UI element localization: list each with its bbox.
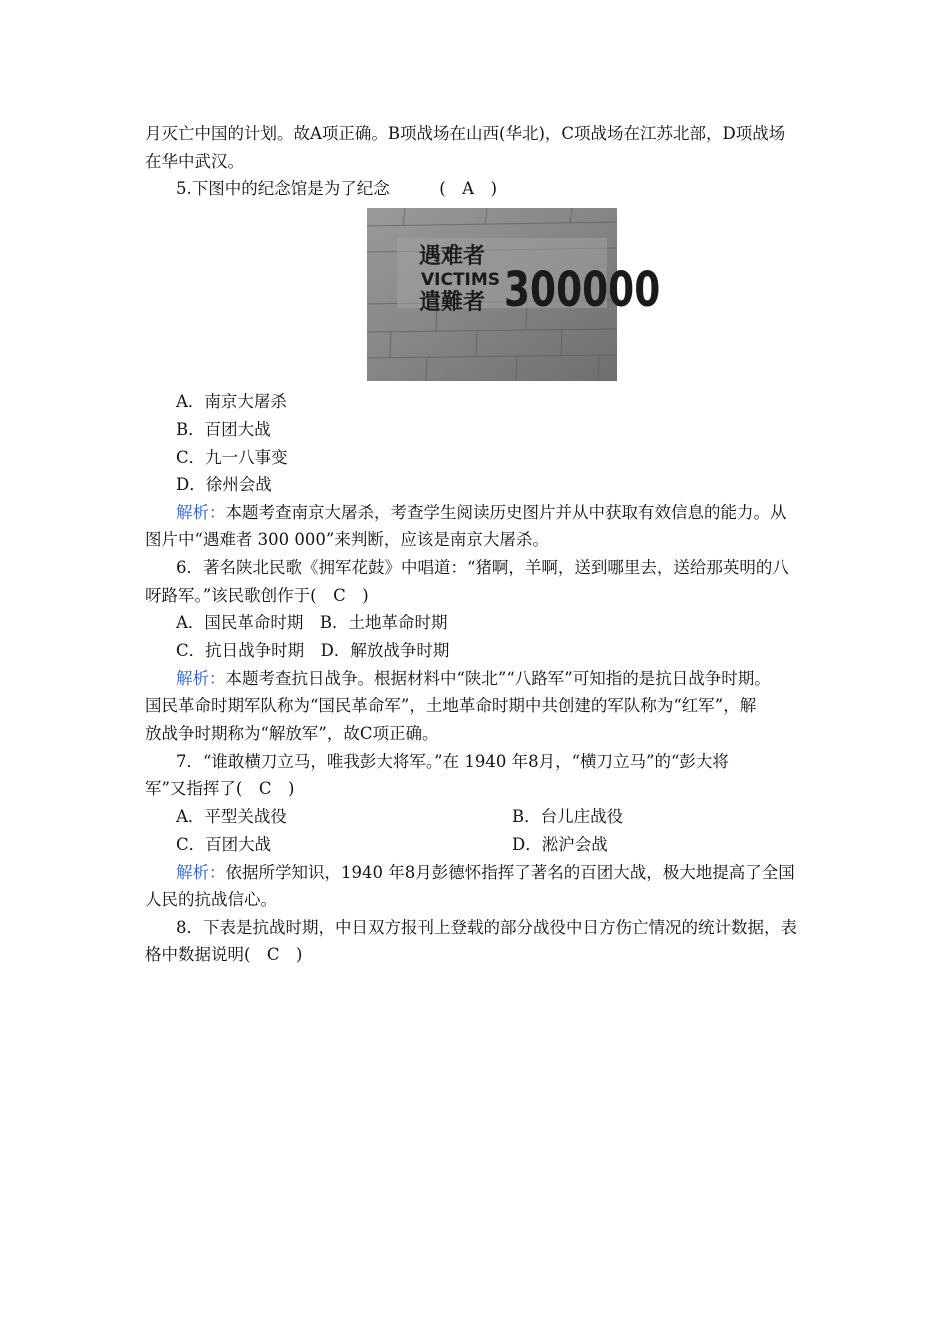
q6-options-row2: C．抗日战争时期 D．解放战争时期 bbox=[176, 641, 450, 660]
q8-stem-line1: 8．下表是抗战时期，中日双方报刊上登载的部分战役中日方伤亡情况的统计数据，表 bbox=[176, 918, 797, 937]
q5-analysis-label: 解析： bbox=[176, 503, 226, 522]
q8-stem-line2: 格中数据说明( C ) bbox=[145, 945, 303, 964]
q6-stem-line2: 呀路军。”该民歌创作于( C ) bbox=[145, 586, 369, 605]
q7-analysis-label: 解析： bbox=[176, 863, 226, 882]
q7-option-a: A．平型关战役 bbox=[176, 807, 287, 826]
q7-analysis-line1 bbox=[176, 862, 795, 884]
q5-stem: 5.下图中的纪念馆是为了纪念 ( A ) bbox=[176, 179, 498, 198]
q4-tail-line2: 在华中武汉。 bbox=[145, 152, 244, 171]
q6-analysis-label: 解析： bbox=[176, 669, 226, 688]
q5-analysis-text: 本题考查南京大屠杀，考查学生阅读历史图片并从中获取有效信息的能力。从 bbox=[225, 503, 787, 522]
q5-option-c: C．九一八事变 bbox=[176, 448, 288, 467]
image-text-line3: 遣難者 bbox=[419, 290, 486, 315]
memorial-wall-photo bbox=[367, 208, 661, 381]
image-text-line1: 遇难者 bbox=[419, 244, 486, 269]
image-text-line2: VICTIMS bbox=[421, 270, 501, 290]
q7-analysis-text: 依据所学知识，1940 年8月彭德怀指挥了著名的百团大战，极大地提高了全国 bbox=[225, 863, 795, 882]
image-text-number: 300000 bbox=[504, 262, 661, 319]
q6-analysis-text: 本题考查抗日战争。根据材料中“陕北”“八路军”可知指的是抗日战争时期。 bbox=[225, 669, 771, 688]
q5-option-d: D．徐州会战 bbox=[176, 475, 272, 494]
q7-option-b: B．台儿庄战役 bbox=[512, 807, 624, 826]
q6-analysis-line1 bbox=[176, 668, 771, 690]
q6-options-row1: A．国民革命时期 B．土地革命时期 bbox=[176, 613, 448, 632]
q5-option-a: A．南京大屠杀 bbox=[176, 392, 287, 411]
q6-analysis-line2: 国民革命时期军队称为“国民革命军”，土地革命时期中共创建的军队称为“红军”，解 bbox=[145, 696, 757, 715]
q7-stem-line1: 7．“谁敢横刀立马，唯我彭大将军。”在 1940 年8月，“横刀立马”的“彭大将 bbox=[176, 752, 729, 771]
memorial-wall-image bbox=[367, 208, 661, 381]
q7-stem-line2: 军”又指挥了( C ) bbox=[145, 779, 295, 798]
q7-option-d: D．淞沪会战 bbox=[512, 835, 608, 854]
q5-analysis-line1 bbox=[176, 502, 787, 524]
q5-analysis-line2: 图片中“遇难者 300 000”来判断，应该是南京大屠杀。 bbox=[145, 530, 549, 549]
q4-tail-line1: 月灭亡中国的计划。故A项正确。B项战场在山西(华北)，C项战场在江苏北部，D项战场 bbox=[145, 124, 786, 143]
q5-option-b: B．百团大战 bbox=[176, 420, 271, 439]
q6-analysis-line3: 放战争时期称为“解放军”，故C项正确。 bbox=[145, 724, 439, 743]
q7-option-c: C．百团大战 bbox=[176, 835, 272, 854]
q6-stem-line1: 6．著名陕北民歌《拥军花鼓》中唱道：“猪啊，羊啊，送到哪里去，送给那英明的八 bbox=[176, 558, 789, 577]
q7-analysis-line2: 人民的抗战信心。 bbox=[145, 890, 277, 909]
